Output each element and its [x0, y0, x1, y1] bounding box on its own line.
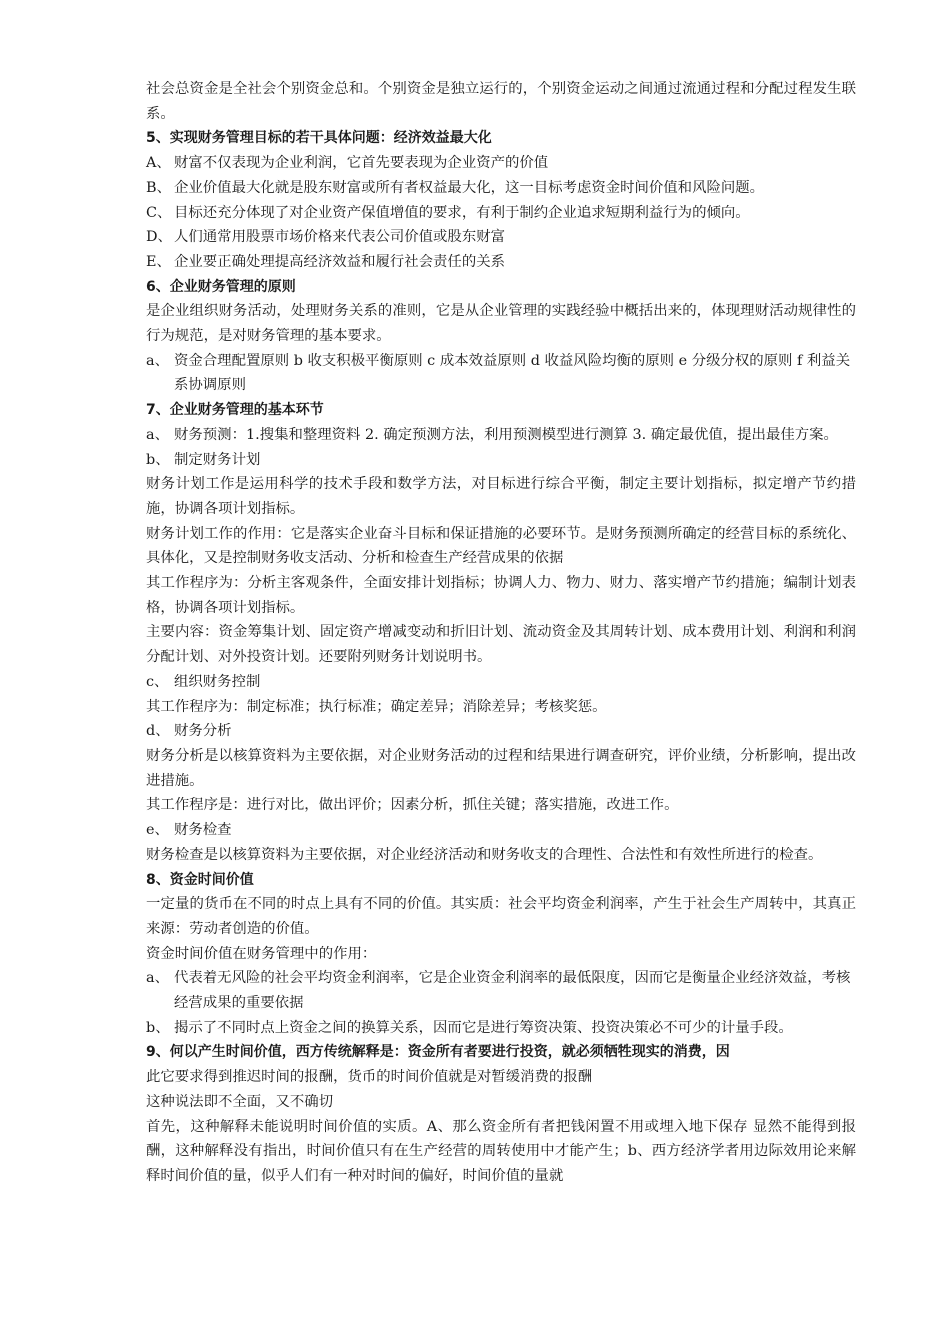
paragraph: 一定量的货币在不同的时点上具有不同的价值。其实质：社会平均资金利润率，产生于社会生产周转中，其真正来源：劳动者创造的价值。	[146, 896, 856, 937]
list-item	[146, 176, 856, 201]
list-text: 制定财务计划	[174, 451, 261, 468]
list-item	[146, 448, 856, 473]
list-item	[146, 818, 856, 843]
list-item	[146, 201, 856, 226]
list-marker: A、	[146, 155, 171, 172]
list-item	[146, 225, 856, 250]
paragraph: 资金时间价值在财务管理中的作用：	[146, 945, 377, 962]
list-item	[146, 423, 856, 448]
list-marker: a、	[146, 970, 169, 987]
list-item	[146, 966, 856, 1015]
paragraph: 这种说法即不全面，又不确切	[146, 1093, 334, 1110]
list-text: 组织财务控制	[174, 673, 261, 690]
list-item	[146, 151, 856, 176]
paragraph: 首先，这种解释未能说明时间价值的实质。A、那么资金所有者把钱闲置不用或埋入地下保存 显然不能得到报酬，这种解释没有指出，时间价值只有在生产经营的周转使用中才能产生；b、西方经济学者用边际效用论来解释时间价值的量，似乎人们有一种对时间的偏好，时间价值的量就	[146, 1118, 856, 1184]
list-marker: b、	[146, 1019, 170, 1036]
list-marker: b、	[146, 451, 170, 468]
list-item	[146, 1016, 856, 1041]
paragraph: 其工作程序是：进行对比，做出评价；因素分析，抓住关键；落实措施，改进工作。	[146, 797, 679, 814]
paragraph: 财务计划工作的作用：它是落实企业奋斗目标和保证措施的必要环节。是财务预测所确定的经营目标的系统化、具体化，又是控制财务收支活动、分析和检查生产经营成果的依据	[146, 525, 856, 567]
list-marker: a、	[146, 426, 169, 443]
paragraph: 是企业组织财务活动，处理财务关系的准则，它是从企业管理的实践经验中概括出来的，体现理财活动规律性的行为规范，是对财务管理的基本要求。	[146, 303, 856, 345]
list-marker: B、	[146, 179, 171, 196]
section-heading-8: 8、资金时间价值	[146, 871, 254, 888]
list-text: 目标还充分体现了对企业资产保值增值的要求，有利于制约企业追求短期利益行为的倾向。	[174, 204, 750, 221]
list-marker: a、	[146, 352, 169, 369]
list-text: 代表着无风险的社会平均资金利润率，它是企业资金利润率的最低限度，因而它是衡量企业经济效益，考核经营成果的重要依据	[174, 970, 851, 1012]
paragraph: 社会总资金是全社会个别资金总和。个别资金是独立运行的，个别资金运动之间通过流通过程和分配过程发生联系。	[146, 81, 856, 122]
list-text: 揭示了不同时点上资金之间的换算关系，因而它是进行筹资决策、投资决策必不可少的计量手段。	[174, 1019, 793, 1036]
list-text: 人们通常用股票市场价格来代表公司价值或股东财富	[174, 229, 505, 246]
list-text: 财务检查	[174, 822, 232, 839]
section-heading-9: 9、何以产生时间价值，西方传统解释是：资金所有者要进行投资，就必须牺牲现实的消费，因	[146, 1044, 730, 1061]
list-text: 资金合理配置原则 b 收支积极平衡原则 c 成本效益原则 d 收益风险均衡的原则 e 分级分权的原则 f 利益关系协调原则	[174, 352, 851, 394]
list-text: 财务分析	[174, 723, 232, 740]
paragraph: 财务检查是以核算资料为主要依据，对企业经济活动和财务收支的合理性、合法性和有效性所进行的检查。	[146, 846, 823, 863]
paragraph: 财务分析是以核算资料为主要依据，对企业财务活动的过程和结果进行调查研究，评价业绩，分析影响，提出改进措施。	[146, 747, 856, 789]
list-marker: c、	[146, 673, 169, 690]
list-item	[146, 250, 856, 275]
list-text: 财富不仅表现为企业利润，它首先要表现为企业资产的价值	[174, 155, 549, 172]
list-item	[146, 719, 856, 744]
list-marker: C、	[146, 204, 172, 221]
list-item	[146, 349, 856, 398]
paragraph: 此它要求得到推迟时间的报酬，货币的时间价值就是对暂缓消费的报酬	[146, 1069, 593, 1086]
paragraph: 其工作程序为：制定标准；执行标准；确定差异；消除差异；考核奖惩。	[146, 698, 607, 715]
list-marker: E、	[146, 253, 171, 270]
document-page	[146, 77, 856, 1189]
list-text: 企业要正确处理提高经济效益和履行社会责任的关系	[174, 253, 505, 270]
paragraph: 财务计划工作是运用科学的技术手段和数学方法，对目标进行综合平衡，制定主要计划指标，拟定增产节约措施，协调各项计划指标。	[146, 476, 856, 517]
paragraph: 其工作程序为：分析主客观条件，全面安排计划指标；协调人力、物力、财力、落实增产节约措施；编制计划表格，协调各项计划指标。	[146, 575, 856, 616]
list-text: 企业价值最大化就是股东财富或所有者权益最大化，这一目标考虑资金时间价值和风险问题。	[174, 179, 765, 196]
paragraph: 主要内容：资金筹集计划、固定资产增减变动和折旧计划、流动资金及其周转计划、成本费用计划、利润和利润分配计划、对外投资计划。还要附列财务计划说明书。	[146, 624, 856, 666]
section-heading-6: 6、企业财务管理的原则	[146, 278, 296, 295]
section-heading-5: 5、实现财务管理目标的若干具体问题：经济效益最大化	[146, 130, 492, 147]
list-item	[146, 670, 856, 695]
list-marker: e、	[146, 822, 169, 839]
list-text: 财务预测：1.搜集和整理资料 2. 确定预测方法，利用预测模型进行测算 3. 确定最优值，提出最佳方案。	[174, 426, 838, 443]
list-marker: d、	[146, 723, 170, 740]
list-marker: D、	[146, 229, 172, 246]
section-heading-7: 7、企业财务管理的基本环节	[146, 402, 324, 419]
